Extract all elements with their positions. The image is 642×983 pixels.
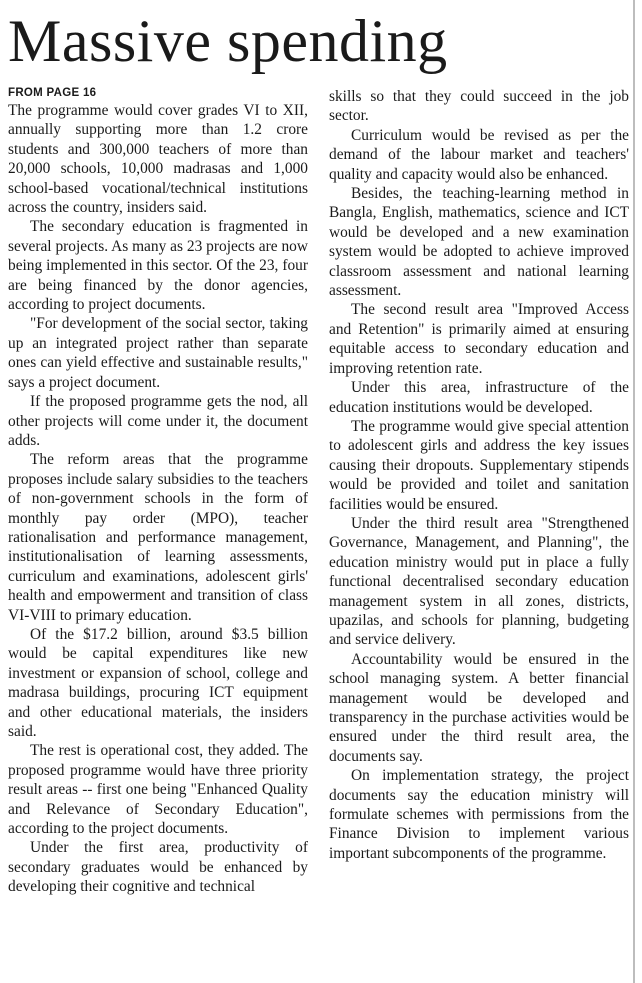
paragraph: Besides, the teaching-learning method in Bangla, English, mathematics, science and ICT would be developed and a new examination system would be adopted to achieve improved classroom assessment and national learning assessment.	[329, 185, 629, 300]
headline: Massive spending	[8, 8, 448, 74]
paragraph: Of the $17.2 billion, around $3.5 billion would be capital expenditures like new investment or expansion of school, college and madrasa buildings, procuring ICT equipment and other educational materials, the insiders said.	[8, 625, 308, 740]
article-column-right	[329, 87, 629, 863]
paragraph: Accountability would be ensured in the school managing system. A better financial management would be developed and transparency in the purchase activities would be ensured under the third result area, the documents say.	[329, 650, 629, 765]
paragraph: The rest is operational cost, they added. The proposed programme would have three priority result areas -- first one being "Enhanced Quality and Relevance of Secondary Education", according to the project documents.	[8, 742, 308, 838]
paragraph: The second result area "Improved Access and Retention" is primarily aimed at ensuring equitable access to secondary education and improving retention rate.	[329, 301, 629, 377]
paragraph: skills so that they could succeed in the job sector.	[329, 88, 629, 125]
paragraph: The programme would give special attention to adolescent girls and address the key issues causing their dropouts. Supplementary stipends would be provided and toilet and sanitation facilities would be ensured.	[329, 417, 629, 513]
paragraph: "For development of the social sector, taking up an integrated project rather than separate ones can yield effective and sustainable results," says a project document.	[8, 315, 308, 391]
paragraph: Under this area, infrastructure of the education institutions would be developed.	[329, 379, 629, 416]
paragraph: The programme would cover grades VI to XII, annually supporting more than 1.2 crore students and 300,000 teachers of more than 20,000 schools, 10,000 madrasas and 1,000 school-based vocational/technical institutions across the country, insiders said.	[8, 102, 308, 217]
paragraph: Curriculum would be revised as per the demand of the labour market and teachers' quality and capacity would also be enhanced.	[329, 126, 629, 183]
article-column-left	[8, 85, 308, 897]
paragraph: Under the first area, productivity of secondary graduates would be enhanced by developing their cognitive and technical	[8, 839, 308, 896]
paragraph: The secondary education is fragmented in several projects. As many as 23 projects are now being implemented in this sector. Of the 23, four are being financed by the donor agencies, according to project documents.	[8, 218, 308, 314]
paragraph: Under the third result area "Strengthened Governance, Management, and Planning", the education ministry would put in place a fully functional decentralised secondary education management system in all zones, districts, upazilas, and schools for planning, budgeting and service delivery.	[329, 514, 629, 649]
paragraph: If the proposed programme gets the nod, all other projects will come under it, the document adds.	[8, 393, 308, 449]
continuation-kicker: FROM PAGE 16	[8, 87, 97, 99]
paragraph: The reform areas that the programme proposes include salary subsidies to the teachers of non-government schools in the form of monthly pay order (MPO), teacher rationalisation and performance management, institutionalisation of learning assessments, curriculum and examinations, adolescent girls' health and empowerment and transition of class VI-VIII to primary education.	[8, 451, 308, 624]
paragraph: On implementation strategy, the project documents say the education ministry will formulate schemes with permissions from the Finance Division to implement various important subcomponents of the programme.	[329, 767, 629, 862]
page-edge-rule	[633, 0, 635, 983]
